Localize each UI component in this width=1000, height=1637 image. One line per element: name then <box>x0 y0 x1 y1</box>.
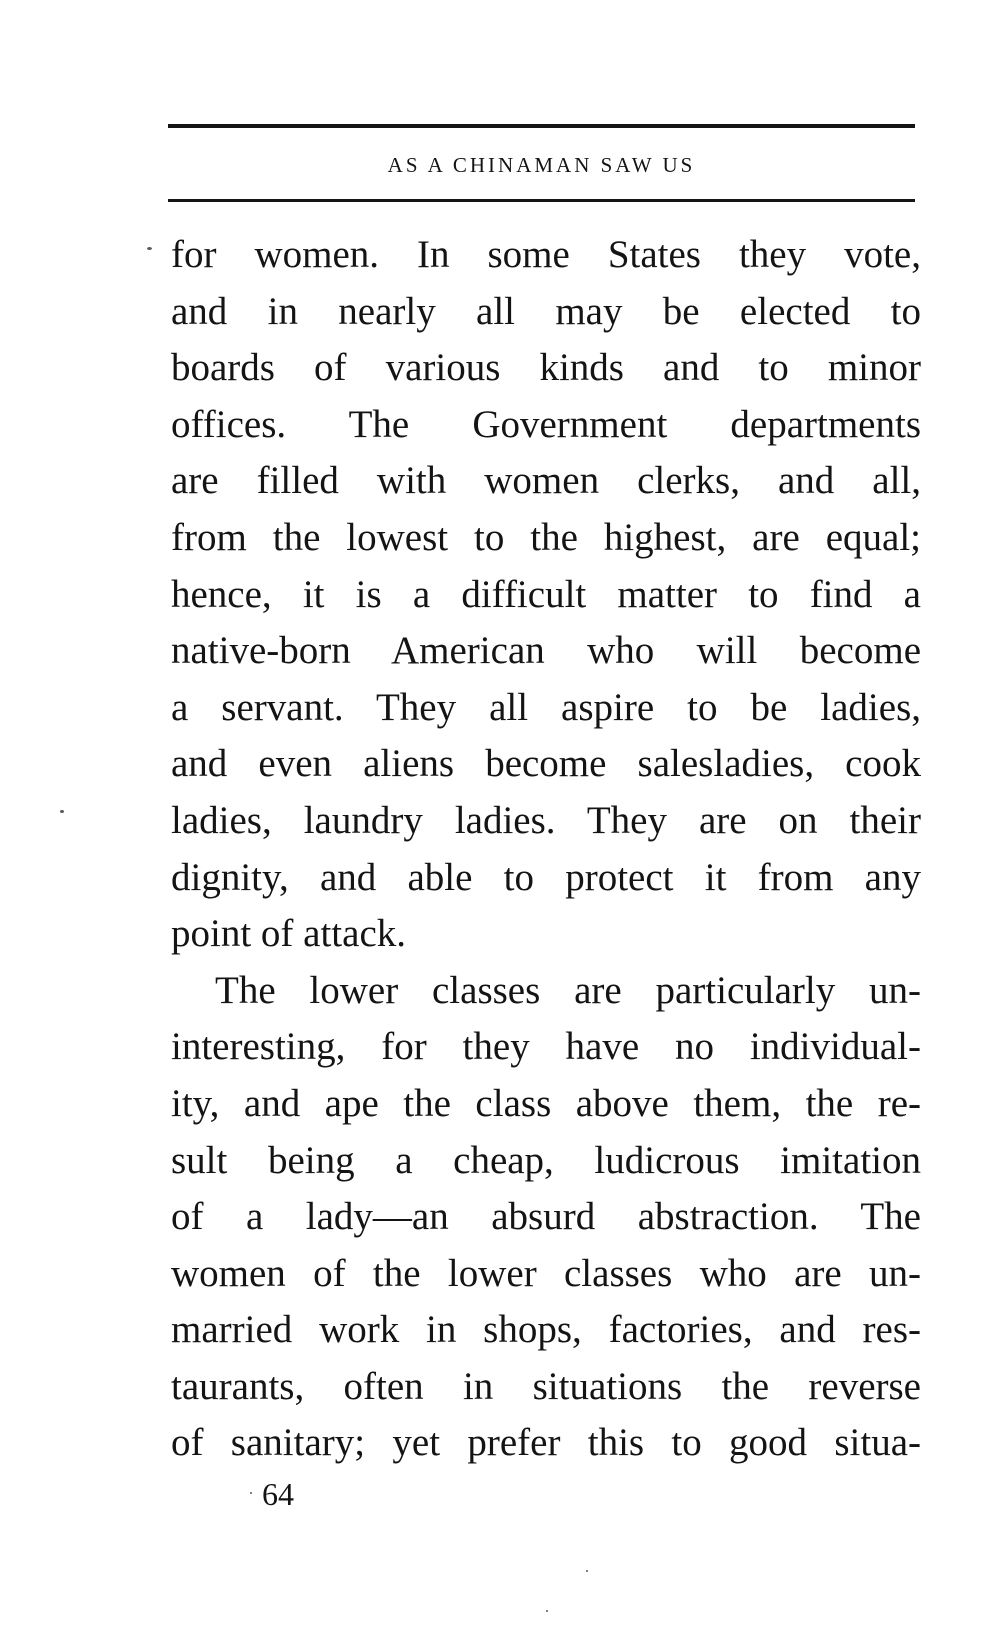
text-line: hence, it is a difficult matter to find a <box>171 572 921 616</box>
body-text <box>171 227 921 1472</box>
text-line: ity, and ape the class above them, the re- <box>171 1081 921 1125</box>
scan-speck <box>60 810 64 813</box>
text-line: point of attack. <box>171 912 407 956</box>
text-line: boards of various kinds and to minor <box>171 346 921 390</box>
header-rule-bottom <box>168 199 915 202</box>
text-line: interesting, for they have no individual- <box>171 1025 921 1069</box>
scan-speck <box>546 1610 548 1612</box>
text-line: of a lady—an absurd abstraction. The <box>171 1195 921 1239</box>
running-head: AS A CHINAMAN SAW US <box>387 153 696 177</box>
text-line: women of the lower classes who are un- <box>171 1251 921 1295</box>
text-line: offices. The Government departments <box>171 402 921 446</box>
text-line: taurants, often in situations the reverse <box>171 1364 921 1408</box>
text-line: and in nearly all may be elected to <box>171 289 921 333</box>
header-rule-top <box>168 124 915 128</box>
text-line: dignity, and able to protect it from any <box>171 855 921 899</box>
text-line: from the lowest to the highest, are equal; <box>171 515 921 559</box>
scan-speck <box>250 1492 252 1494</box>
text-line: sult being a cheap, ludicrous imitation <box>171 1138 921 1182</box>
scan-speck <box>147 247 152 250</box>
text-line: The lower classes are particularly un- <box>215 968 921 1012</box>
text-line: a servant. They all aspire to be ladies, <box>171 685 921 729</box>
text-line: of sanitary; yet prefer this to good situa- <box>171 1421 921 1465</box>
paragraph-2 <box>171 963 921 1472</box>
text-line: native-born American who will become <box>171 629 921 673</box>
text-line: ladies, laundry ladies. They are on their <box>171 798 921 842</box>
text-line: and even aliens become salesladies, cook <box>171 742 921 786</box>
page-number: 64 <box>262 1476 294 1512</box>
scan-speck <box>586 1570 588 1572</box>
paragraph-1 <box>171 227 921 963</box>
text-line: for women. In some States they vote, <box>171 233 921 276</box>
text-line: are filled with women clerks, and all, <box>171 459 921 503</box>
text-line: married work in shops, factories, and res- <box>171 1308 921 1352</box>
